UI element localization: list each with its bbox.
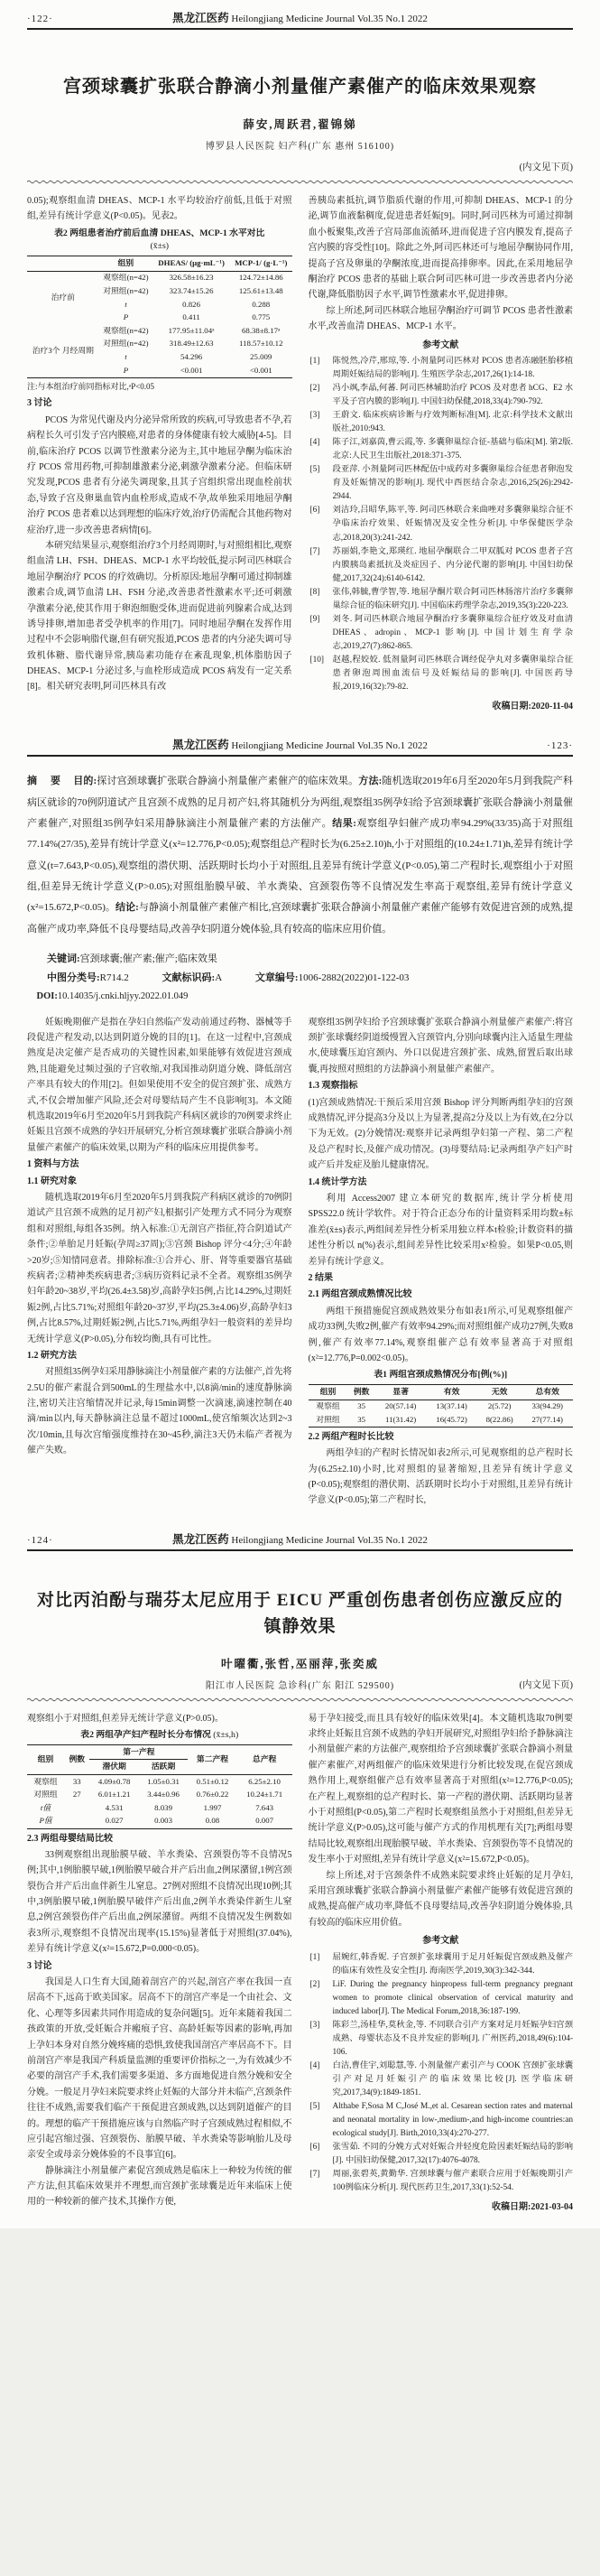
- continued-note: (内文见下页): [519, 1679, 573, 1690]
- article-affiliation: 阳江市人民医院 急诊科(广东 阳江 529500): [205, 1680, 395, 1691]
- paragraph: 我国是人口生育大国,随着剖宫产的兴起,剖宫产率在我国一直居高不下,远高于欧美国家。居高不下的剖宫产率是一个由社会、文化、心理等多因素共同作用造成的复杂问题[5]。近年来随着我国二孩政策的开放,受妊娠合并瘢痕子宫、高龄妊娠等因素的影响,再加上孕妇本身对自然分娩疼痛的恐惧,致使我国剖宫产率居高不下。目前剖宫产率是我国产科质量监测的重要评价指标之一,为有效减少不必要的剖宫产手术,我们需要多渠道、多方面地促进自然分娩和安全分娩。一般足月孕妇来院要求终止妊娠的大部分并未临产,宫颈条件往往不成熟,需要我们临产干预促进宫颈成熟,以达到阴道催产的目的。理想的临产干预措施应该与自然临产时子宫颈成熟过程相似,不应引起宫缩过强、宫颈裂伤、胎膜早破、羊水粪染等影响胎儿及母亲安全或母亲分娩体验的不良事宜[6]。: [27, 1977, 292, 2161]
- journal-title: [90, 9, 510, 25]
- reference-list: [309, 355, 574, 694]
- table-row: 观察组 35 20(57.14) 13(37.14) 2(5.72) 33(94.29): [316, 1401, 563, 1411]
- subsection-heading: 1.2 研究方法: [27, 1350, 77, 1361]
- section-heading: 3 讨论: [27, 398, 52, 409]
- article-title: 对比丙泊酚与瑞芬太尼应用于 EICU 严重创伤患者创伤应激反应的镇静效果: [36, 1590, 563, 1637]
- article-number: 文章编号:1006-2882(2022)01-122-03: [254, 972, 410, 983]
- received-date: 收稿日期:2020-11-04: [492, 702, 573, 712]
- reference-item: [2] 冯小飒,李晶,何蕃. 阿司匹林辅助治疗 PCOS 及对患者 hCG、E2 水平及子宫内膜的影响[J]. 中国妇幼保健,2018,33(4):790-792.: [309, 384, 573, 407]
- table-row: t值 4.531 8.039 1.997 7.643: [40, 1802, 273, 1812]
- paragraph: 利用 Access2007 建立本研究的数据库,统计学分析使用 SPSS22.0 统计学软件。对于符合正态分布的计量资料采用均数±标准差(x̄±s)表示,两组间差异性分析采用独立样本t检验;计数资料的描述性分析以 n(%)表示,组间差异性比较采用x²检验。如果P<0.05,则差异有统计学意义。: [308, 1193, 573, 1267]
- table-row: 对照组 27 6.01±1.21 3.44±0.96 0.76±0.22 10.24±1.71: [33, 1790, 283, 1799]
- paragraph: PCOS 为常见代谢及内分泌异常所致的疾病,可导致患者不孕,若病程长久可引发子宫内膜癌,对患者的身体健康有较大威胁[4-5]。目前,临床治疗 PCOS 以调节性激素分泌为主,其中地屈孕酮为临床治疗 PCOS 常用药物,可抑制雄激素分泌,刺激孕激素分泌。但临床研究发现,PCOS 患者有分泌失调现象,且其子宫组织常出现血栓前状态,导致子宫及卵巢血管内血栓形成,造成不孕,故单独采用地屈孕酮治疗 PCOS 患者难以达到理想的临床疗效,治疗仍需配合其他药物对症治疗,进一步改善患者病情[6]。: [27, 414, 292, 535]
- doi-line: DOI:10.14035/j.cnki.hljyy.2022.01.049: [36, 990, 189, 1001]
- paragraph: 对照组35例孕妇采用静脉滴注小剂量催产素的方法催产,首先将2.5U的催产素混合到500mL的生理盐水中,以8滴/min的速度静脉滴注,密切关注宫缩情况并记录,每15min调整一次滴速,滴速控制在40滴/min以内,每天静脉滴注总量不超过1000mL,使宫缩频次达到2~3次/10min,且每次宫缩强度维持在30~45秒,滴注3天仍未临产者视为催产失败。: [27, 1367, 292, 1456]
- journal-title-en: Heilongjiang Medicine Journal Vol.35 No.1 2022: [231, 740, 428, 752]
- abstract-label: 摘 要: [27, 776, 67, 787]
- subsection-heading: 1.1 研究对象: [27, 1176, 77, 1186]
- table-row: P <0.001 <0.001: [123, 365, 272, 375]
- row-group-label: 治疗前: [51, 293, 76, 302]
- reference-item: [4] 陈子江,刘嘉茵,曹云霞,等. 多囊卵巢综合征-基础与临床[M]. 第2版. 北京:人民卫生出版社,2018:371-375.: [309, 438, 573, 461]
- left-column: [27, 193, 292, 714]
- reference-item: [9] 刘冬. 阿司匹林联合地屈孕酮治疗多囊卵巢综合征疗效及对血清 DHEAS、adropin、MCP-1 影响[J]. 中国计划生育学杂志,2019,27(7):862-865.: [309, 614, 573, 651]
- meta-line: [27, 969, 573, 988]
- abstract-text: 目的:探讨宫颈球囊扩张联合静滴小剂量催产素催产的临床效果。方法:随机选取2019年6月至2020年5月到我院产科病区就诊的70例阴道试产且宫颈不成熟的足月初产妇,将其随机分为两组,观察组35例孕妇给予宫颈球囊扩张联合静滴小剂量催产素催产,对照组35例孕妇采用静脉滴注小剂量催产素的方法催产。结果:观察组孕妇催产成功率94.29%(33/35)高于对照组77.14%(27/35),差异有统计学意义(x²=12.776,P<0.05);观察组总产程时长为(6.25±2.10)h,小于对照组的(10.24±1.71)h,差异有统计学意义(t=7.643,P<0.05),观察组的潜伏期、活跃期时长均小于对照组,且差异有统计学意义(P<0.05),第二产程时长,观察组小于对照组,但差异无统计学意义(P>0.05);对照组胎膜早破、羊水粪染、宫颈裂伤等不良情况发生率高于观察组,差异有统计学意义(x²=15.672,P<0.05)。结论:与静滴小剂量催产素催产相比,宫颈球囊扩张联合静滴小剂量催产素催产能够有效促进宫颈的成熟,提高催产成功率,降低不良母婴结局,改善孕妇阴道分娩体验,具有较高的临床应用价值。: [27, 776, 574, 935]
- paragraph: 观察组小于对照组,但差异无统计学意义(P>0.05)。: [27, 1713, 224, 1724]
- journal-title: [90, 1530, 510, 1547]
- col-header: DHEAS/ (μg·mL⁻¹): [152, 256, 230, 272]
- journal-title-cn: 黑龙江医药: [172, 1532, 229, 1546]
- paragraph: 善胰岛素抵抗,调节脂质代谢的作用,可抑制 DHEAS、MCP-1 的分泌,调节血液黏稠度,促进患者妊娠[9]。同时,阿司匹林为可通过抑制血小板聚集,改善子宫局部血流循环,进而促进子宫内膜发育,提高子宫内膜的容受性[10]。除此之外,阿司匹林还可与地屈孕酮协同作用,提高子宫及卵巢的孕酮浓度,进而提高排卵率。因此,在采用地屈孕酮治疗 PCOS 患者的基础上联合阿司匹林可进一步改善患者内分泌代谢,降低脂肪因子水平,调节性激素水平,促进排卵。: [308, 196, 573, 301]
- table-row: 治疗前 观察组(n=42) 326.58±16.23 124.72±14.86: [27, 271, 292, 284]
- table-row: 观察组 33 4.09±0.78 1.05±0.31 0.51±0.12 6.25±2.10: [33, 1776, 281, 1786]
- paragraph: 本研究结果显示,观察组治疗3个月经周期时,与对照组相比,观察组血清 LH、FSH、DHEAS、MCP-1 水平均较低,提示阿司匹林联合地屈孕酮治疗 PCOS 的疗效确切。分析原因:地屈孕酮可通过抑制雄激素合成,调节血清 LH、FSH 分泌,改善患者性激素水平;还可刺激孕激素分泌,使其作用于卵泡细胞受体,进而促进前列腺素合成,达到诱导排卵,增加患者受孕机率的作用[7]。同时地屈孕酮在发挥作用过程中不会影响脂代谢,但有研究报道,PCOS 患者的内分泌失调可导致机体糖、脂代谢异常,胰岛素功能存在紊乱现象,机体脂肪因子 DHEAS、MCP-1 分泌过多,与血栓形成造成 PCOS 病发有一定关系[8]。相关研究表明,阿司匹林具有改: [27, 540, 292, 693]
- table-row: P值 0.027 0.003 0.08 0.007: [39, 1816, 273, 1826]
- reference-item: [7] 苏丽娟,李艳文,郑瑛红. 地屈孕酮联合二甲双胍对 PCOS 患者子宫内膜胰岛素抵抗及炎症因子、内分泌代谢的影响[J]. 中国妇幼保健,2017,32(24):6140-6142.: [309, 546, 573, 583]
- paragraph: 易于孕妇接受,而且具有较好的临床效果[4]。本文随机选取70例要求终止妊娠且宫颈不成熟的孕妇开展研究,对照组孕妇给予静脉滴注小剂量催产素的方法催产,观察组给予宫颈球囊扩张联合静滴小剂量催产素催产,对两组催产的临床效果进行分析比较发现,在促宫颈成熟作用上,观察组催产总有效率显著高于对照组(x²=12.776,P<0.05);在产程上,观察组的总产程时长、第一产程的潜伏期、活跃期均显著小于对照组(P<0.05),第二产程时长观察组虽然小于对照组,但差异无统计学意义(P>0.05),这可能与催产方式的作用机理有关[7];两组母婴结局比较,观察组出现胎膜早破、羊水粪染、宫颈裂伤等不良情况的发生率小于对照组,差异有统计学意义(x²=15.672,P<0.05)。: [308, 1713, 573, 1865]
- article-affiliation-row: [27, 1678, 573, 1691]
- paragraph: 观察组35例孕妇给予宫颈球囊扩张联合静滴小剂量催产素催产:将宫颈扩张球囊经阴道缓慢置入宫颈管内,分别向球囊内注入适量生理盐水,使球囊压迫宫颈内、外口以促进宫颈扩张、成熟,留置后取出球囊,再按照对照组的方法静滴小剂量催产素催产。: [308, 1017, 573, 1074]
- references-heading: 参考文献: [422, 1936, 459, 1947]
- section-heading: 2 结果: [308, 1272, 333, 1283]
- header-rule: [27, 1549, 573, 1551]
- article-authors: 薛安,周跃君,翟锦娣: [243, 118, 357, 131]
- paragraph: 两组干预措施促宫颈成熟效果分布如表1所示,可见观察组催产成功33例,失败2例,催产有效率94.29%;而对照组催产成功27例,失败8例,催产有效率77.14%,观察组催产总有效率显著高于对照组(x²=12.776,P=0.002<0.05)。: [308, 1306, 573, 1363]
- journal-title-cn: 黑龙江医药: [172, 739, 229, 752]
- data-table-cervical-ripening: 组别 例数 显著 有效 无效 总有效 观察组 35 20(57.14) 13(37.14) 2(5.72) 33(94.29) 对照组 35 11(31.42) 16(45.72) 8(22.86) 27(77.14): [309, 1384, 574, 1427]
- paragraph: 静脉滴注小剂量催产素促宫颈成熟是临床上一种较为传统的催产方法,但其临床效果并不理想,而宫颈扩张球囊是近年来临床上使用的一种较新的催产技术,其操作方便,: [27, 2165, 292, 2208]
- table-row: P 0.411 0.775: [123, 312, 271, 322]
- data-table-dheas-mcp: [27, 256, 292, 378]
- abstract: [27, 771, 573, 940]
- journal-title-en: Heilongjiang Medicine Journal Vol.35 No.1 2022: [231, 1534, 428, 1546]
- article-authors: 叶曜衢,张哲,巫丽萍,张奕威: [221, 1657, 379, 1670]
- table-caption: 表2 两组孕产妇产程时长分布情况 (x̄±s,h): [80, 1730, 239, 1741]
- table-row: 对照组 35 11(31.42) 16(45.72) 8(22.86) 27(77.14): [316, 1414, 563, 1424]
- table-row: t 54.296 25.009: [125, 352, 272, 362]
- table-note: 注:与本组治疗前同指标对比,ᵃP<0.05: [27, 381, 155, 391]
- clc-number: 中图分类号:R714.2: [47, 972, 129, 983]
- keywords-line: [27, 950, 573, 969]
- article-title: 宫颈球囊扩张联合静滴小剂量催产素催产的临床效果观察: [63, 77, 537, 97]
- table-unit: (x̄±s): [150, 241, 170, 252]
- page-number: ·123·: [547, 740, 573, 752]
- paragraph: 随机选取2019年6月至2020年5月到我院产科病区就诊的70例阴道试产且宫颈不成熟的足月初产妇,根据引产处理方式不同分为观察组和对照组,每组各35例。纳入标准:①无剖宫产指征,符合阴道试产条件;②单胎足月妊娠(孕周≥37周);③宫颈 Bishop 评分<4分;④年龄>20岁;⑤知情同意者。排除标准:①合并心、肝、肾等重要器官基础疾病者;②精神类疾病患者;③病历资料记录不全者。观察组35例孕妇年龄20~38岁,平均(26.4±3.58)岁,高龄孕妇5例,占比14.29%,过期妊娠2例,占比5.71%;对照组年龄20~37岁,平均(25.3±4.06)岁,高龄孕妇3例,占比8.57%,过期妊娠2例,占比5.71%,两组孕妇一般资料的差异均无统计学意义(P>0.05),分布较均衡,具有可比性。: [27, 1192, 292, 1344]
- paragraph: 综上所述,对于宫颈条件不成熟来院要求终止妊娠的足月孕妇,采用宫颈球囊扩张联合静滴小剂量催产素催产能够有效促进宫颈的成熟,提高催产成功率,降低不良母婴结局,改善孕妇阴道分娩体验,具有较高的临床应用价值。: [308, 1870, 573, 1928]
- running-head: [27, 732, 573, 752]
- reference-item: [8] 张伟,韩毓,曹学智,等. 地屈孕酮片联合阿司匹林肠溶片治疗多囊卵巢综合征的临床研究[J]. 中国临床药理学杂志,2019,35(3):220-223.: [309, 587, 573, 610]
- reference-item: [3] 陈彩兰,汤桂华,莫秋金,等. 不同联合引产方案对足月妊娠孕妇宫颈成熟、母婴状态及不良并发症的影响[J]. 广州医药,2018,49(6):104-106.: [309, 2020, 573, 2057]
- page-124: [0, 1521, 600, 2228]
- paragraph: 妊娠晚期催产是指在孕妇自然临产发动前通过药物、器械等手段促进产程发动,以达到阴道分娩的目的[1]。在这一过程中,宫颈成熟度是决定催产是否成功的关键性因素,如果能够有效促进宫颈成熟,且能避免过频过强的子宫收缩,对我国推动阴道分娩、降低剖宫产率具有较大的作用[2]。但如果使用不安全的促宫颈扩张、成熟方式,不仅会增加催产风险,还会对母婴结局产生不良影响[3]。本文随机选取2019年6月至2020年5月到我院产科病区就诊的70例要求终止妊娠且宫颈不成熟的孕妇开展研究,分析宫颈球囊扩张联合静滴小剂量催产素催产的临床效果,以期为产科的临床应用提供参考。: [27, 1017, 292, 1153]
- reference-item: [1] 陈悦然,冷芹,邢琼,等. 小剂量阿司匹林对 PCOS 患者冻融胚胎移植周期妊娠结局的影响[J]. 生殖医学杂志,2017,26(1):14-18.: [309, 356, 573, 379]
- col-header: MCP-1/ (g·L⁻¹): [230, 256, 292, 272]
- subsection-heading: 1.4 统计学方法: [308, 1176, 367, 1187]
- right-column: [309, 1711, 574, 2216]
- references-heading: 参考文献: [422, 339, 459, 350]
- reference-item: [7] 周丽,张碧英,黄勤华. 宫颈球囊与催产素联合应用于妊娠晚期引产100例临床分析[J]. 现代医药卫生,2017,33(1):52-54.: [309, 2170, 573, 2193]
- paragraph: 33例观察组出现胎膜早破、羊水粪染、宫颈裂伤等不良情况5例;其中,1例胎膜早破,1例胎膜早破合并产后出血,2例尿潴留,1例宫颈裂伤合并产后出血伴新生儿窒息。27例对照组不良情况出现10例;其中,3例胎膜早破,1例胎膜早破伴产后出血,2例羊水粪染伴新生儿窒息,2例宫颈裂伤伴产后出血,2例尿潴留。两组不良情况发生例数如表3所示,观察组不良情况出现率(15.15%)显著低于对照组(37.04%),差异有统计学意义(x²=15.672,P=0.000<0.05)。: [27, 1849, 292, 1955]
- subsection-heading: 1.3 观察指标: [308, 1081, 358, 1092]
- paragraph: 0.05);观察组血清 DHEAS、MCP-1 水平均较治疗前低,且低于对照组,差异有统计学意义(P<0.05)。见表2。: [27, 196, 292, 222]
- reference-item: [6] 刘洁玲,吕昭华,陈平,等. 阿司匹林联合来曲唑对多囊卵巢综合征不孕临床治疗效果、妊娠情况及安全性分析[J]. 中华保健医学杂志,2018,20(3):241-242.: [309, 506, 573, 543]
- page-122: [0, 0, 600, 727]
- right-column: [309, 193, 574, 714]
- keywords-text: 宫颈球囊;催产素;催产;临床效果: [79, 953, 217, 964]
- table-caption: 表1 两组宫颈成熟情况分布[例(%)]: [374, 1370, 508, 1381]
- running-head: [27, 1527, 573, 1547]
- left-column: [27, 1015, 292, 1509]
- keywords-label: 关键词:: [47, 953, 80, 964]
- reference-list: [309, 1951, 574, 2196]
- paragraph: 综上所述,阿司匹林联合地屈孕酮治疗可调节 PCOS 患者性激素水平,改善血清 DHEAS、MCP-1 水平。: [308, 305, 573, 332]
- table-caption: 表2 两组患者治疗前后血清 DHEAS、MCP-1 水平对比 (x̄±s): [54, 228, 265, 252]
- reference-item: [5] Althabe F,Sosa M C,José M.,et al. Cesarean section rates and maternal and neonatal mortality in low-,medium-,and high-income countries:an ecological study[J]. Birth,2010,33(4):270-277.: [309, 2102, 573, 2139]
- subsection-heading: 2.1 两组宫颈成熟情况比较: [308, 1289, 412, 1300]
- wavy-divider: [27, 1697, 573, 1702]
- continued-note: (内文见下页): [519, 163, 573, 172]
- paragraph: 两组孕妇的产程时长情况如表2所示,可见观察组的总产程时长为(6.25±2.10)小时,比对照组的显著缩短,且差异有统计学意义(P<0.05);观察组的潜伏期、活跃期时长均小于对照组,且差异有统计学意义(P<0.05);第二产程时长,: [308, 1448, 573, 1506]
- section-heading: 1 资料与方法: [27, 1159, 79, 1170]
- paragraph: (1)宫颈成熟情况:干预后采用宫颈 Bishop 评分判断两组孕妇的宫颈成熟情况,评分提高3分及以上为显著,提高2分及以上为有效,在2分以下为无效。(2)分娩情况:观察并记录两组孕妇第一产程、第二产程及总产程时长,及催产成功情况。(3)母婴结局:记录两组孕产妇产时或产后并发症及胎儿健康情况。: [308, 1097, 573, 1171]
- reference-item: [5] 段亚萍. 小剂量阿司匹林配伍中成药对多囊卵巢综合征患者卵泡发育及妊娠情况的影响[J]. 现代中西医结合杂志,2016,25(26):2942-2944.: [309, 465, 573, 502]
- data-table-labor-duration: 组别 例数 第一产程 第二产程 总产程 潜伏期 活跃期 观察组 33 4.09±0.78 1.05±0.31 0.51±0.12 6.25±2.10 对照组 27 6.01±1.21 3.44±0.96 0.76±0.22 10.24±1.71 t值 4.531 8.039 1.997 7.643 P值 0.027 0.003 0.08 0.007: [27, 1744, 292, 1829]
- page-number: ·124·: [27, 1534, 53, 1546]
- reference-item: [4] 白洁,曹佳宇,刘聪慧,等. 小剂量催产素引产与 COOK 宫颈扩张球囊引产对足月妊娠引产的临床效果比较[J]. 医学临床研究,2017,34(9):1849-1851.: [309, 2060, 573, 2097]
- subsection-heading: 2.3 两组母婴结局比较: [27, 1833, 113, 1844]
- table-row: 对照组(n=42) 318.49±12.63 118.57±10.12: [103, 339, 283, 349]
- wavy-divider: [27, 180, 573, 184]
- table-row: 对照组(n=42) 323.74±15.26 125.61±13.48: [103, 285, 283, 295]
- right-column: [309, 1015, 574, 1509]
- journal-title-cn: 黑龙江医药: [172, 12, 229, 24]
- journal-title-en: Heilongjiang Medicine Journal Vol.35 No.1 2022: [231, 14, 428, 24]
- left-column: [27, 1711, 292, 2216]
- header-rule: [27, 28, 573, 30]
- subsection-heading: 2.2 两组产程时长比较: [308, 1431, 394, 1442]
- reference-item: [2] LiF. During the pregnancy hinpropess full-term pregnancy pregnant women to promote clinical observation of cervical maturity and induced labor[J]. The Medical Forum,2018,36:187-199.: [309, 1979, 573, 2016]
- table-row: 治疗3个 月经周期 观察组(n=42) 177.95±11.04ᵃ 68.38±8.17ᵃ: [27, 324, 292, 338]
- reference-item: [1] 屈婉红,韩香妮. 子宫颈扩张球囊用于足月妊娠促宫颈成熟及催产的临床有效性及安全性[J]. 海南医学,2019,30(3):342-344.: [309, 1952, 573, 1976]
- journal-title: [90, 736, 510, 752]
- header-rule: [27, 755, 573, 757]
- reference-item: [6] 张雪茹. 不同的分娩方式对妊娠合并轻度危险因素妊娠结局的影响[J]. 中国妇幼保健,2017,32(17):4076-4078.: [309, 2143, 573, 2166]
- reference-item: [3] 王蔚文. 临床疾病诊断与疗效判断标准[M]. 北京:科学技术文献出版社,2010:943.: [309, 411, 573, 434]
- page-number: ·122·: [27, 14, 53, 24]
- page-123: [0, 727, 600, 1520]
- row-group-label: 治疗3个 月经周期: [32, 345, 94, 355]
- article-affiliation: 博罗县人民医院 妇产科(广东 惠州 516100): [205, 142, 395, 152]
- reference-item: [10] 赵越,程姣姣. 低剂量阿司匹林联合调经促孕丸对多囊卵巢综合征患者卵泡周围血流信号及妊娠结局的影响[J]. 中国医药导报,2019,16(32):79-82.: [309, 655, 573, 693]
- received-date: 收稿日期:2021-03-04: [492, 2202, 573, 2213]
- table-row: t 0.826 0.288: [125, 299, 271, 309]
- document-code: 文献标识码:A: [162, 972, 223, 983]
- running-head: [27, 5, 573, 25]
- section-heading: 3 讨论: [27, 1960, 52, 1971]
- col-header: 组别: [99, 256, 152, 272]
